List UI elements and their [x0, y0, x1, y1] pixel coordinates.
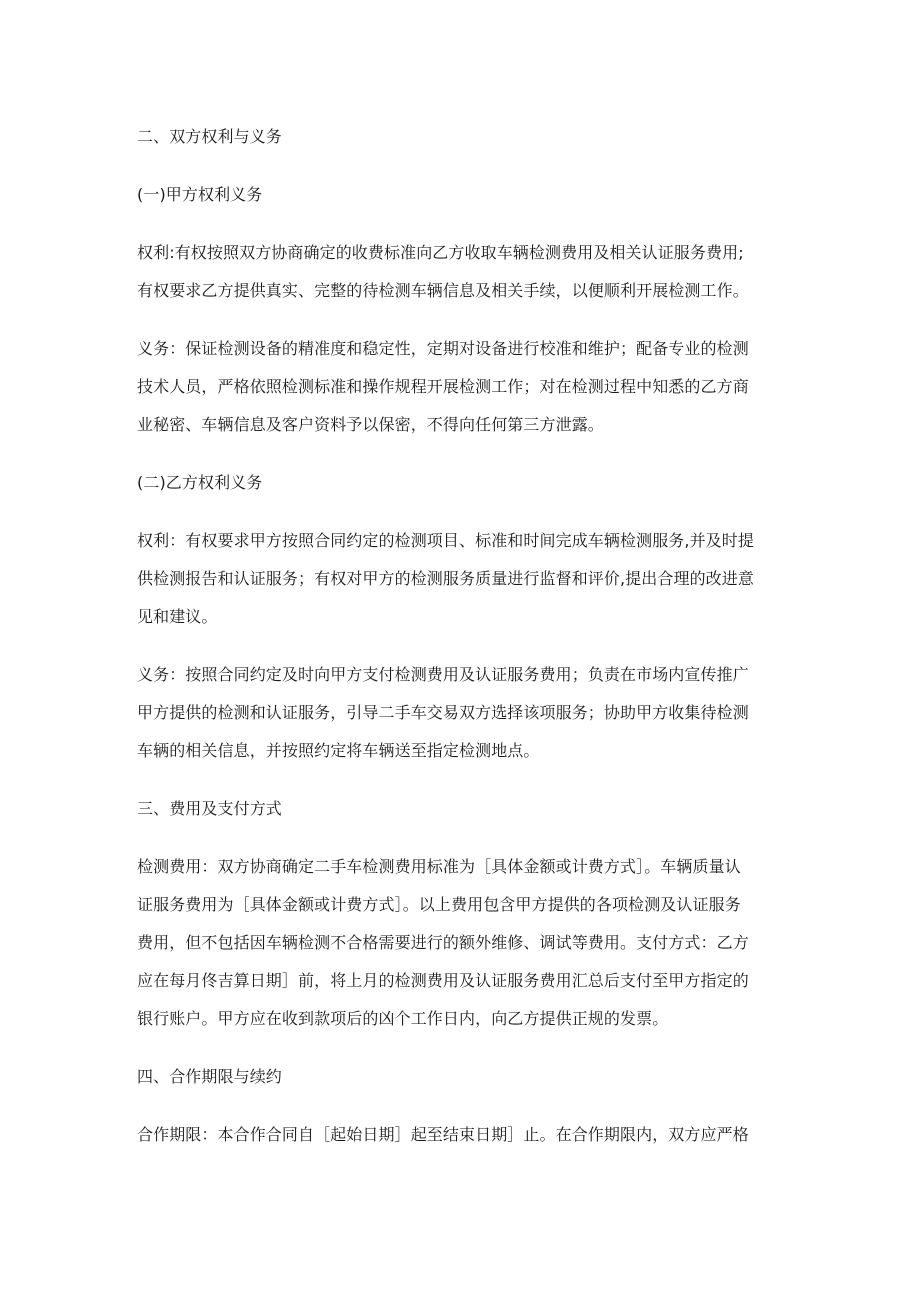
block-spacer [137, 1096, 787, 1116]
subsection-heading-party-b [137, 464, 787, 502]
paragraph-party-a-rights [137, 234, 787, 310]
text-line: 合作期限：本合作合同自［起始日期］起至结束日期］止。在合作期限内，双方应严格 [137, 1125, 749, 1144]
text-line: 见和建议。 [137, 607, 218, 626]
text-line: 供检测报告和认证服务；有权对甲方的检测服务质量进行监督和评价,提出合理的改进意 [137, 569, 754, 588]
text-line: 权利:有权按照双方协商确定的收费标准向乙方收取车辆检测费用及相关认证服务费用; [137, 243, 744, 262]
text-line: 有权要求乙方提供真实、完整的待检测车辆信息及相关手续，以便顺利开展检测工作。 [137, 281, 749, 300]
paragraph-party-b-rights [137, 522, 787, 636]
block-spacer [137, 502, 787, 522]
text-line: 证服务费用为［具体金额或计费方式］。以上费用包含甲方提供的各项检测及认证服务 [137, 895, 741, 914]
block-spacer [137, 636, 787, 656]
text-line: 三、费用及支付方式 [137, 799, 282, 818]
section-heading-term-renewal [137, 1058, 787, 1096]
text-line: 二、双方权利与义务 [137, 127, 282, 146]
paragraph-party-a-obligations [137, 330, 787, 444]
text-line: 技术人员，严格依照检测标准和操作规程开展检测工作；对在检测过程中知悉的乙方商 [137, 377, 749, 396]
document-body [137, 118, 787, 1154]
block-spacer [137, 828, 787, 848]
text-line: 费用，但不包括因车辆检测不合格需要进行的额外维修、调试等费用。支付方式：乙方 [137, 933, 749, 952]
section-heading-fees-payment [137, 790, 787, 828]
text-line: 四、合作期限与续约 [137, 1067, 282, 1086]
section-heading-rights-obligations [137, 118, 787, 156]
paragraph-term [137, 1116, 787, 1154]
subsection-heading-party-a [137, 176, 787, 214]
block-spacer [137, 1038, 787, 1058]
text-line: 业秘密、车辆信息及客户资料予以保密，不得向任何第三方泄露。 [137, 415, 604, 434]
text-line: 权利：有权要求甲方按照合同约定的检测项目、标准和时间完成车辆检测服务,并及时提 [137, 531, 754, 550]
text-line: (一)甲方权利义务 [137, 185, 263, 204]
text-line: 义务：保证检测设备的精准度和稳定性，定期对设备进行校准和维护；配备专业的检测 [137, 339, 749, 358]
text-line: 义务：按照合同约定及时向甲方支付检测费用及认证服务费用；负责在市场内宣传推广 [137, 665, 749, 684]
paragraph-fees-payment [137, 848, 787, 1038]
text-line: 银行账户。甲方应在收到款项后的凶个工作日内，向乙方提供正规的发票。 [137, 1009, 669, 1028]
block-spacer [137, 444, 787, 464]
block-spacer [137, 156, 787, 176]
text-line: (二)乙方权利义务 [137, 473, 263, 492]
block-spacer [137, 214, 787, 234]
text-line: 检测费用：双方协商确定二手车检测费用标准为［具体金额或计费方式］。车辆质量认 [137, 857, 741, 876]
block-spacer [137, 310, 787, 330]
block-spacer [137, 770, 787, 790]
text-line: 车辆的相关信息，并按照约定将车辆送至指定检测地点。 [137, 741, 540, 760]
text-line: 甲方提供的检测和认证服务，引导二手车交易双方选择该项服务；协助甲方收集待检测 [137, 703, 749, 722]
paragraph-party-b-obligations [137, 656, 787, 770]
text-line: 应在每月佟吉算日期］前，将上月的检测费用及认证服务费用汇总后支付至甲方指定的 [137, 971, 749, 990]
